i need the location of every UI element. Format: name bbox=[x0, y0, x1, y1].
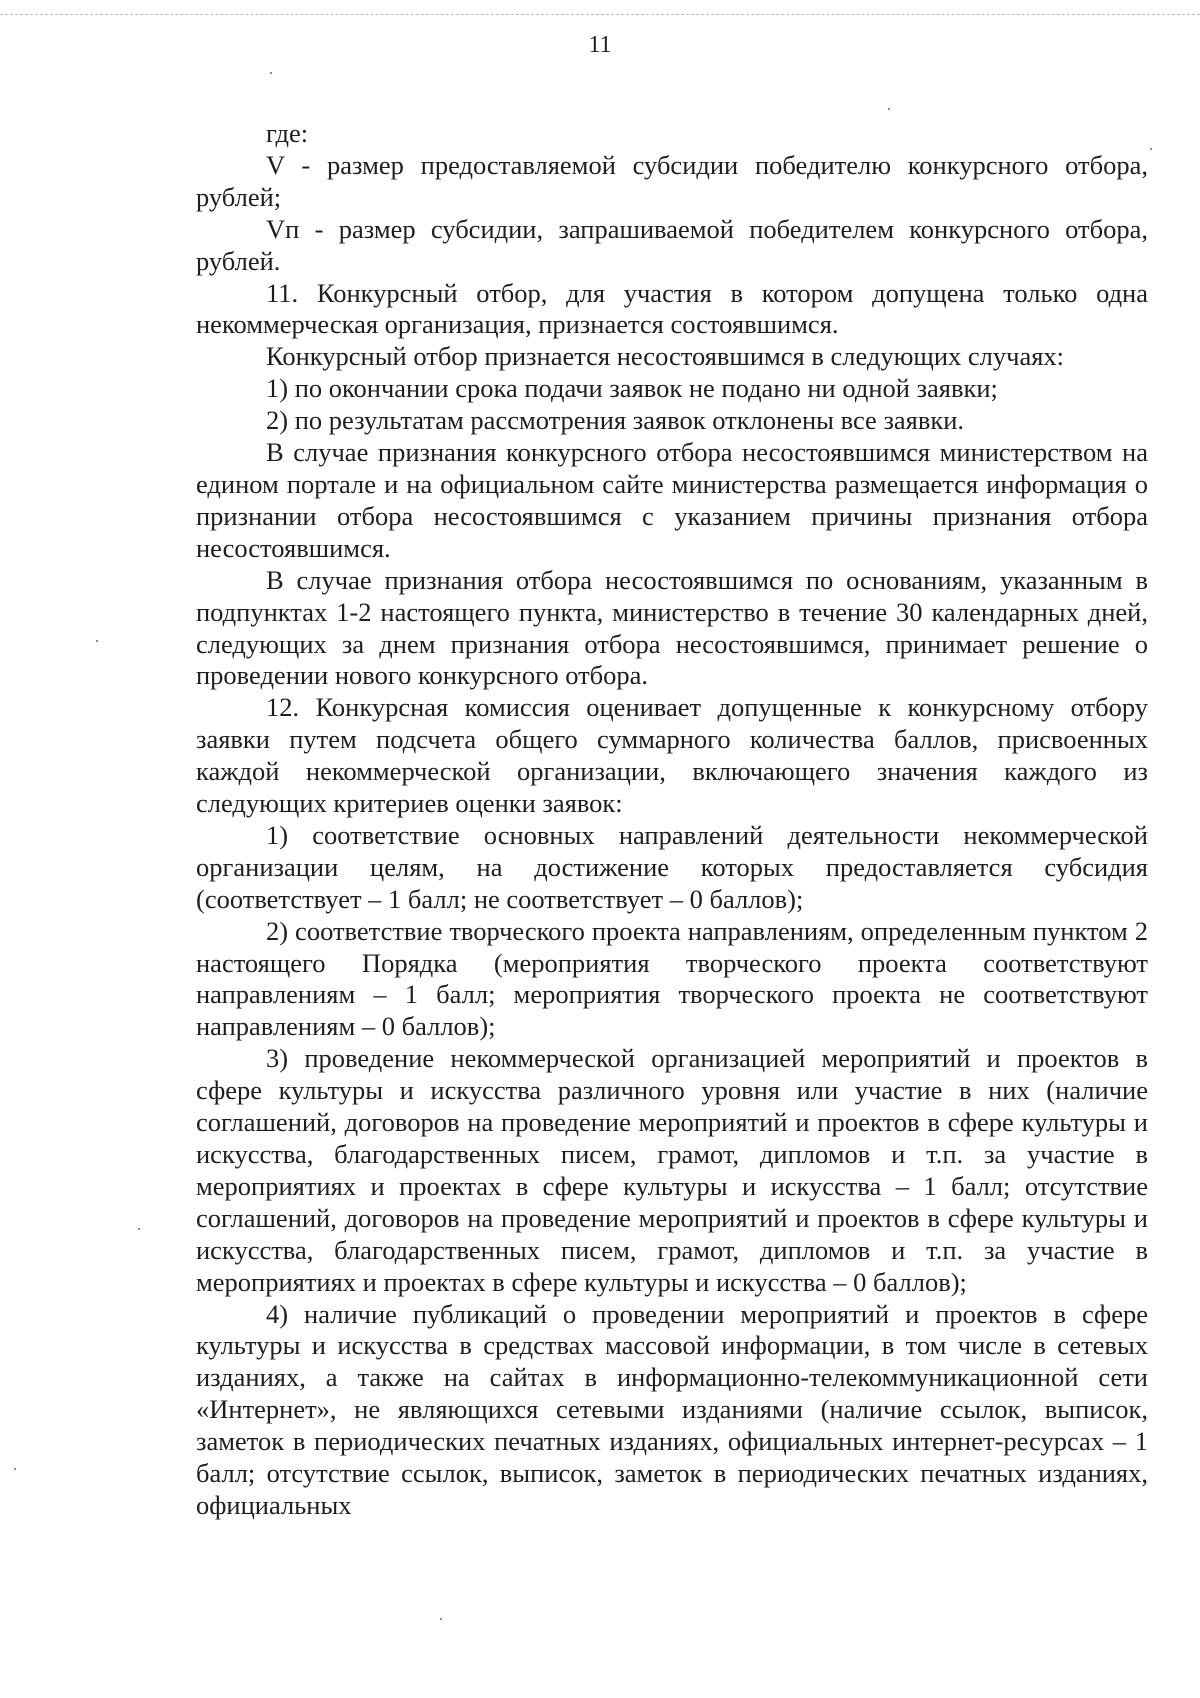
paragraph-item-11: 11. Конкурсный отбор, для участия в котором допущена только одна некоммерческая организация, признается состоявшимся. bbox=[196, 277, 1148, 340]
paragraph-v-definition: V - размер предоставляемой субсидии победителю конкурсного отбора, рублей; bbox=[196, 149, 1148, 212]
paragraph-criterion-3: 3) проведение некоммерческой организацией мероприятий и проектов в сфере культуры и искусства различного уровня или участие в них (наличие соглашений, договоров на проведение мероприятий и проектов в сфере культуры и искусства, благодарственных писем, грамот, дипломов и т.п. за участие в мероприятиях и проектах в сфере культуры и искусства – 1 балл; отсутствие соглашений, договоров на проведение мероприятий и проектов в сфере культуры и искусства, благодарственных писем, грамот, дипломов и т.п. за участие в мероприятиях и проектах в сфере культуры и искусства – 0 баллов); bbox=[196, 1043, 1148, 1297]
paragraph-failed-selection-intro: Конкурсный отбор признается несостоявшимся в следующих случаях: bbox=[266, 341, 1065, 372]
page-number: 11 bbox=[588, 32, 612, 58]
paragraph-failed-publication: В случае признания конкурсного отбора несостоявшимся министерством на едином портале и на официальном сайте министерства размещается информация о признании отбора несостоявшимся с указанием причины признания отбора несостоявшимся. bbox=[196, 437, 1148, 563]
document-body bbox=[196, 118, 1148, 1522]
paragraph-item-12: 12. Конкурсная комиссия оценивает допущенные к конкурсному отбору заявки путем подсчета общего суммарного количества баллов, присвоенных каждой некоммерческой организации, включающего значения каждого из следующих критериев оценки заявок: bbox=[196, 692, 1148, 819]
paragraph-vp-definition: Vп - размер субсидии, запрашиваемой победителем конкурсного отбора, рублей. bbox=[196, 213, 1148, 276]
paragraph-where: где: bbox=[266, 118, 309, 148]
paragraph-failed-case-2: 2) по результатам рассмотрения заявок отклонены все заявки. bbox=[266, 405, 965, 436]
scan-speck bbox=[888, 108, 890, 110]
scan-speck bbox=[440, 1618, 442, 1620]
scan-top-edge bbox=[0, 14, 1200, 15]
paragraph-criterion-2: 2) соответствие творческого проекта направлениям, определенным пунктом 2 настоящего Порядка (мероприятия творческого проекта соответствуют направлениям – 1 балл; мероприятия творческого проекта не соответствуют направлениям – 0 баллов); bbox=[196, 915, 1148, 1042]
scan-speck bbox=[138, 1228, 140, 1230]
scan-speck bbox=[1150, 148, 1152, 150]
paragraph-new-selection: В случае признания отбора несостоявшимся по основаниям, указанным в подпунктах 1-2 настоящего пункта, министерство в течение 30 календарных дней, следующих за днем признания отбора несостоявшимся, принимает решение о проведении нового конкурсного отбора. bbox=[196, 564, 1148, 691]
scan-speck bbox=[270, 72, 272, 74]
scan-speck bbox=[96, 640, 98, 642]
paragraph-failed-case-1: 1) по окончании срока подачи заявок не подано ни одной заявки; bbox=[266, 373, 998, 404]
paragraph-criterion-4: 4) наличие публикаций о проведении мероприятий и проектов в сфере культуры и искусства в средствах массовой информации, в том числе в сетевых изданиях, а также на сайтах в информационно-телекоммуникационной сети «Интернет», не являющихся сетевыми изданиями (наличие ссылок, выписок, заметок в периодических печатных изданиях, официальных интернет-ресурсах – 1 балл; отсутствие ссылок, выписок, заметок в периодических печатных изданиях, официальных bbox=[196, 1298, 1148, 1520]
scan-speck bbox=[14, 1468, 16, 1470]
paragraph-criterion-1: 1) соответствие основных направлений деятельности некоммерческой организации целям, на достижение которых предоставляется субсидия (соответствует – 1 балл; не соответствует – 0 баллов); bbox=[196, 819, 1148, 914]
